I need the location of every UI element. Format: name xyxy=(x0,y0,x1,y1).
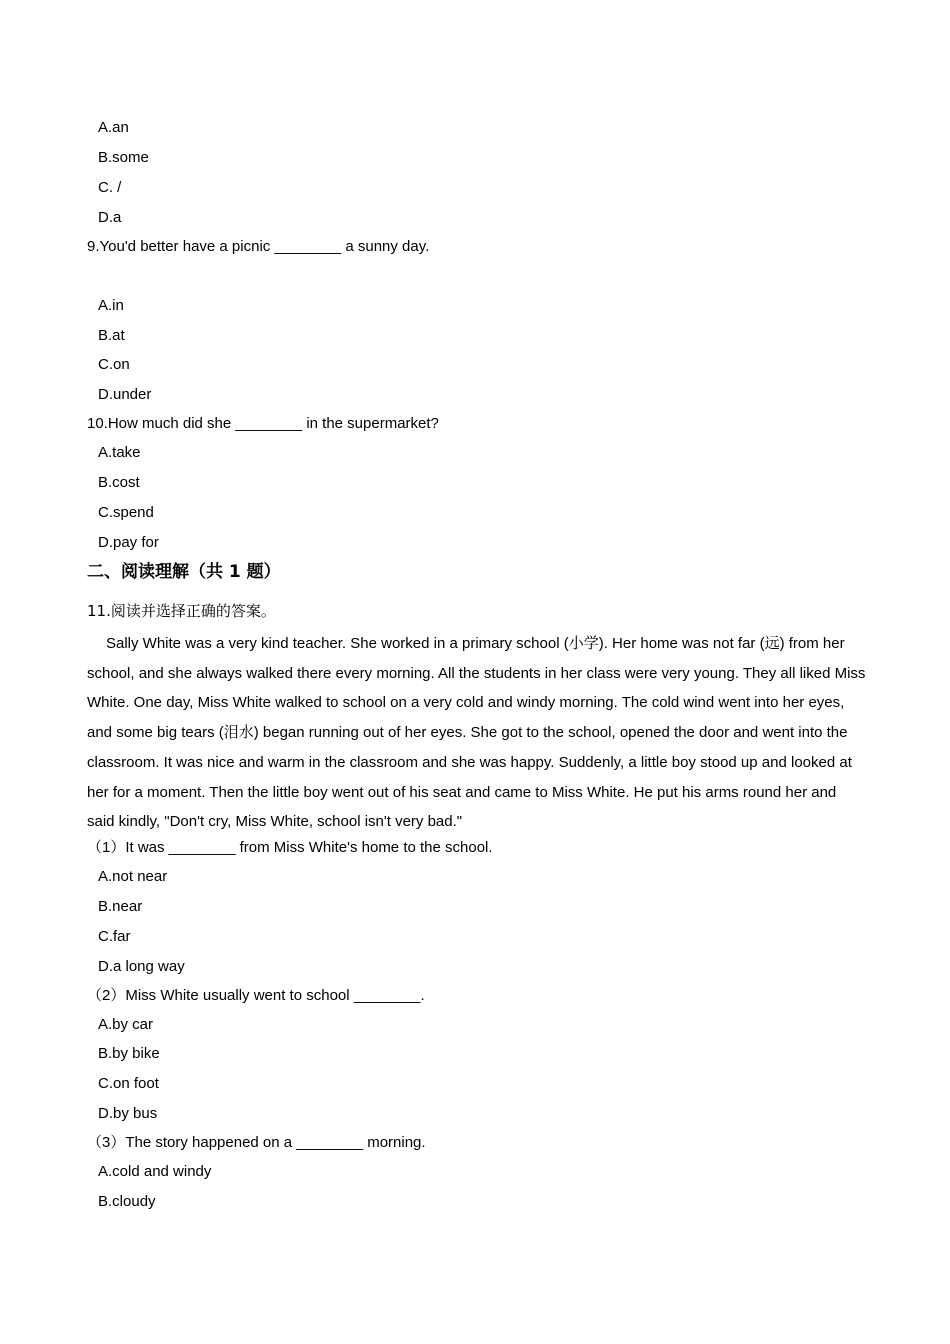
q11-sub1-option-a: A.not near xyxy=(98,868,168,885)
q10-option-b: B.cost xyxy=(98,474,140,491)
q11-sub2-option-d: D.by bus xyxy=(98,1105,158,1122)
q11-sub2-option-c: C.on foot xyxy=(98,1075,159,1092)
q9-option-a: A.in xyxy=(98,297,124,314)
q10-stem: 10.How much did she ________ in the supermarket? xyxy=(87,415,439,432)
reading-passage: Sally White was a very kind teacher. She worked in a primary school (小学). Her home was not far (远) from her school, and she always walked there every morning. All the students in her class were very young. They all liked Miss White. One day, Miss White walked to school on a very cold and windy morning. The cold wind went into her eyes, and some big tears (泪水) began running out of her eyes. She got to the school, opened the door and went into the classroom. It was nice and warm in the classroom and she was happy. Suddenly, a little boy stood up and looked at her for a moment. Then the little boy went out of his seat and came to Miss White. He put his arms round her and said kindly, "Don't cry, Miss White, school isn't very bad." xyxy=(87,635,866,831)
q9-stem: 9.You'd better have a picnic ________ a sunny day. xyxy=(87,238,430,255)
q9-option-d: D.under xyxy=(98,386,152,403)
q8-option-d: D.a xyxy=(98,209,122,226)
q10-option-c: C.spend xyxy=(98,504,154,521)
q9-option-c: C.on xyxy=(98,356,130,373)
q11-sub3-stem: （3）The story happened on a ________ morning. xyxy=(87,1134,426,1151)
section-heading: 二、阅读理解（共 1 题） xyxy=(87,562,281,582)
q11-sub2-option-a: A.by car xyxy=(98,1016,154,1033)
q10-option-d: D.pay for xyxy=(98,534,159,551)
q10-option-a: A.take xyxy=(98,444,141,461)
q8-option-a: A.an xyxy=(98,119,129,136)
q11-sub2-option-b: B.by bike xyxy=(98,1045,160,1062)
q8-option-c: C. / xyxy=(98,179,122,196)
q8-option-b: B.some xyxy=(98,149,149,166)
q11-sub1-option-d: D.a long way xyxy=(98,958,185,975)
q11-instruction: 11.阅读并选择正确的答案。 xyxy=(87,602,276,620)
q11-sub1-stem: （1）It was ________ from Miss White's home to the school. xyxy=(87,839,493,856)
q11-sub1-option-c: C.far xyxy=(98,928,131,945)
q11-sub1-option-b: B.near xyxy=(98,898,143,915)
q11-sub3-option-b: B.cloudy xyxy=(98,1193,156,1210)
q11-sub3-option-a: A.cold and windy xyxy=(98,1163,212,1180)
q9-option-b: B.at xyxy=(98,327,125,344)
q11-sub2-stem: （2）Miss White usually went to school ________. xyxy=(87,987,425,1004)
